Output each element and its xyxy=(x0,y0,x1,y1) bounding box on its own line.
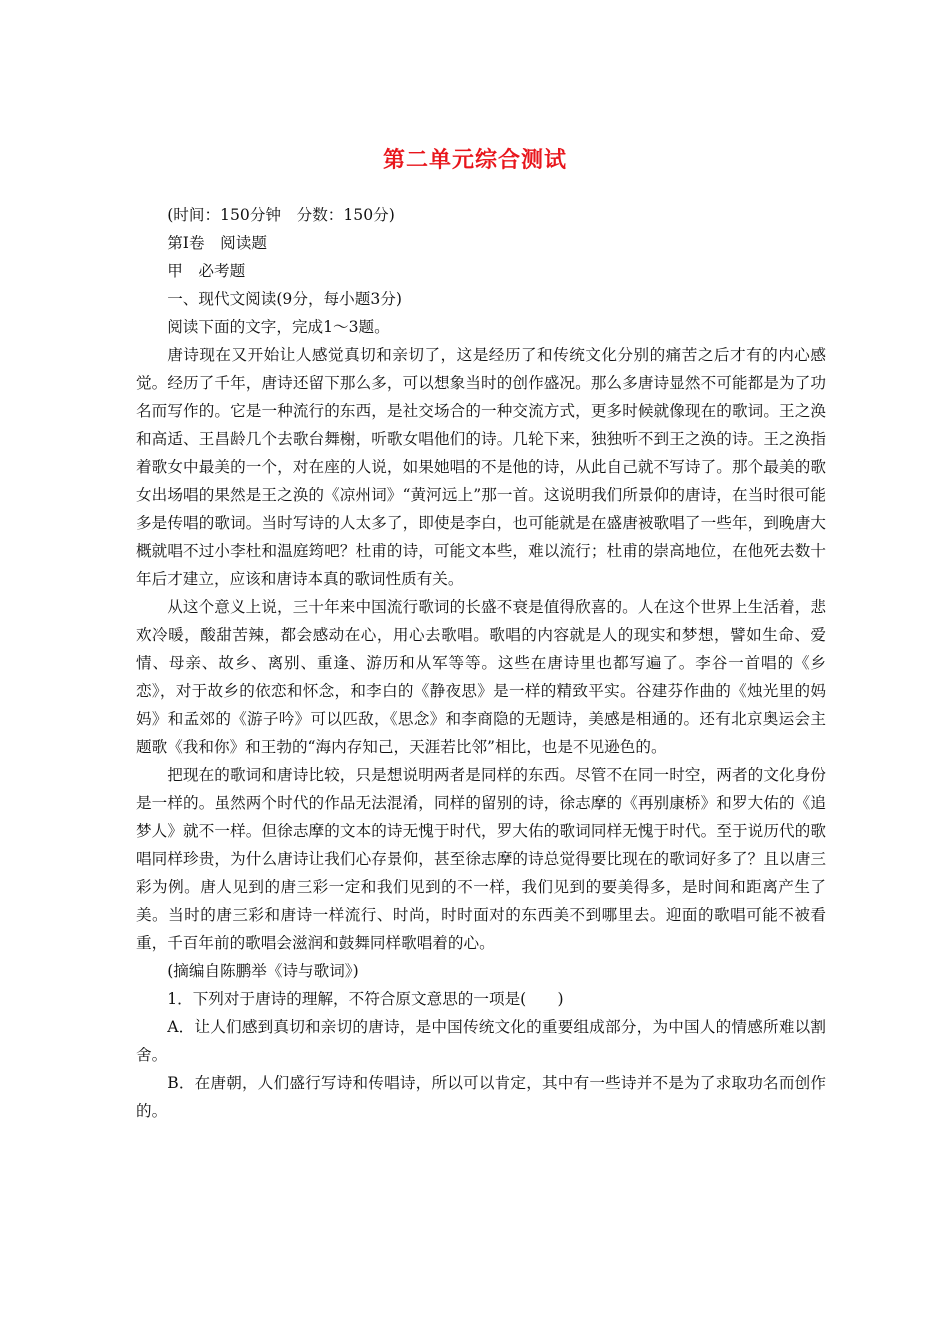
passage-paragraph: 把现在的歌词和唐诗比较，只是想说明两者是同样的东西。尽管不在同一时空，两者的文化身份是一样的。虽然两个时代的作品无法混淆，同样的留别的诗，徐志摩的《再别康桥》和罗大佑的《追梦人》就不一样。但徐志摩的文本的诗无愧于时代，罗大佑的歌词同样无愧于时代。至于说历代的歌唱同样珍贵，为什么唐诗让我们心存景仰，甚至徐志摩的诗总觉得要比现在的歌词好多了？且以唐三彩为例。唐人见到的唐三彩一定和我们见到的不一样，我们见到的要美得多，是时间和距离产生了美。当时的唐三彩和唐诗一样流行、时尚，时时面对的东西美不到哪里去。迎面的歌唱可能不被看重，千百年前的歌唱会滋润和鼓舞同样歌唱着的心。 xyxy=(136,766,826,952)
section-heading xyxy=(136,257,826,285)
answer-option: B．在唐朝，人们盛行写诗和传唱诗，所以可以肯定，其中有一些诗并不是为了求取功名而创作的。 xyxy=(136,1074,826,1120)
document-body xyxy=(136,201,826,1125)
part-heading xyxy=(136,229,826,257)
time-label: (时间：150分钟 xyxy=(167,206,282,224)
answer-option: A．让人们感到真切和亲切的唐诗，是中国传统文化的重要组成部分，为中国人的情感所难以割舍。 xyxy=(136,1018,826,1064)
question-stem: 1．下列对于唐诗的理解，不符合原文意思的一项是( ) xyxy=(167,990,564,1008)
reading-instruction: 阅读下面的文字，完成1～3题。 xyxy=(167,318,390,336)
section-label: 甲 xyxy=(167,262,183,280)
part-label: 第Ⅰ卷 xyxy=(167,234,205,252)
passage-paragraph: 从这个意义上说，三十年来中国流行歌词的长盛不衰是值得欣喜的。人在这个世界上生活着，悲欢冷暖，酸甜苦辣，都会感动在心，用心去歌唱。歌唱的内容就是人的现实和梦想，譬如生命、爱情、母亲、故乡、离别、重逢、游历和从军等等。这些在唐诗里也都写遍了。李谷一首唱的《乡恋》，对于故乡的依恋和怀念，和李白的《静夜思》是一样的精致平实。谷建芬作曲的《烛光里的妈妈》和孟郊的《游子吟》可以匹敌，《思念》和李商隐的无题诗，美感是相通的。还有北京奥运会主题歌《我和你》和王勃的“海内存知己，天涯若比邻”相比，也是不见逊色的。 xyxy=(136,598,826,756)
time-score-line xyxy=(136,201,826,229)
page-title: 第二单元综合测试 xyxy=(382,147,567,173)
passage-paragraph: 唐诗现在又开始让人感觉真切和亲切了，这是经历了和传统文化分别的痛苦之后才有的内心感觉。经历了千年，唐诗还留下那么多，可以想象当时的创作盛况。那么多唐诗显然不可能都是为了功名而写作的。它是一种流行的东西，是社交场合的一种交流方式，更多时候就像现在的歌词。王之涣和高适、王昌龄几个去歌台舞榭，听歌女唱他们的诗。几轮下来，独独听不到王之涣的诗。王之涣指着歌女中最美的一个，对在座的人说，如果她唱的不是他的诗，从此自己就不写诗了。那个最美的歌女出场唱的果然是王之涣的《凉州词》“黄河远上”那一首。这说明我们所景仰的唐诗，在当时很可能多是传唱的歌词。当时写诗的人太多了，即使是李白，也可能就是在盛唐被歌唱了一些年，到晚唐大概就唱不过小李杜和温庭筠吧？杜甫的诗，可能文本些，难以流行；杜甫的崇高地位，在他死去数十年后才建立，应该和唐诗本真的歌词性质有关。 xyxy=(136,346,826,588)
passage-source: (摘编自陈鹏举《诗与歌词》) xyxy=(167,962,359,980)
question-group-heading: 一、现代文阅读(9分，每小题3分) xyxy=(167,290,402,308)
section-name: 必考题 xyxy=(198,262,246,280)
part-name: 阅读题 xyxy=(220,234,267,252)
score-label: 分数：150分) xyxy=(296,206,395,224)
